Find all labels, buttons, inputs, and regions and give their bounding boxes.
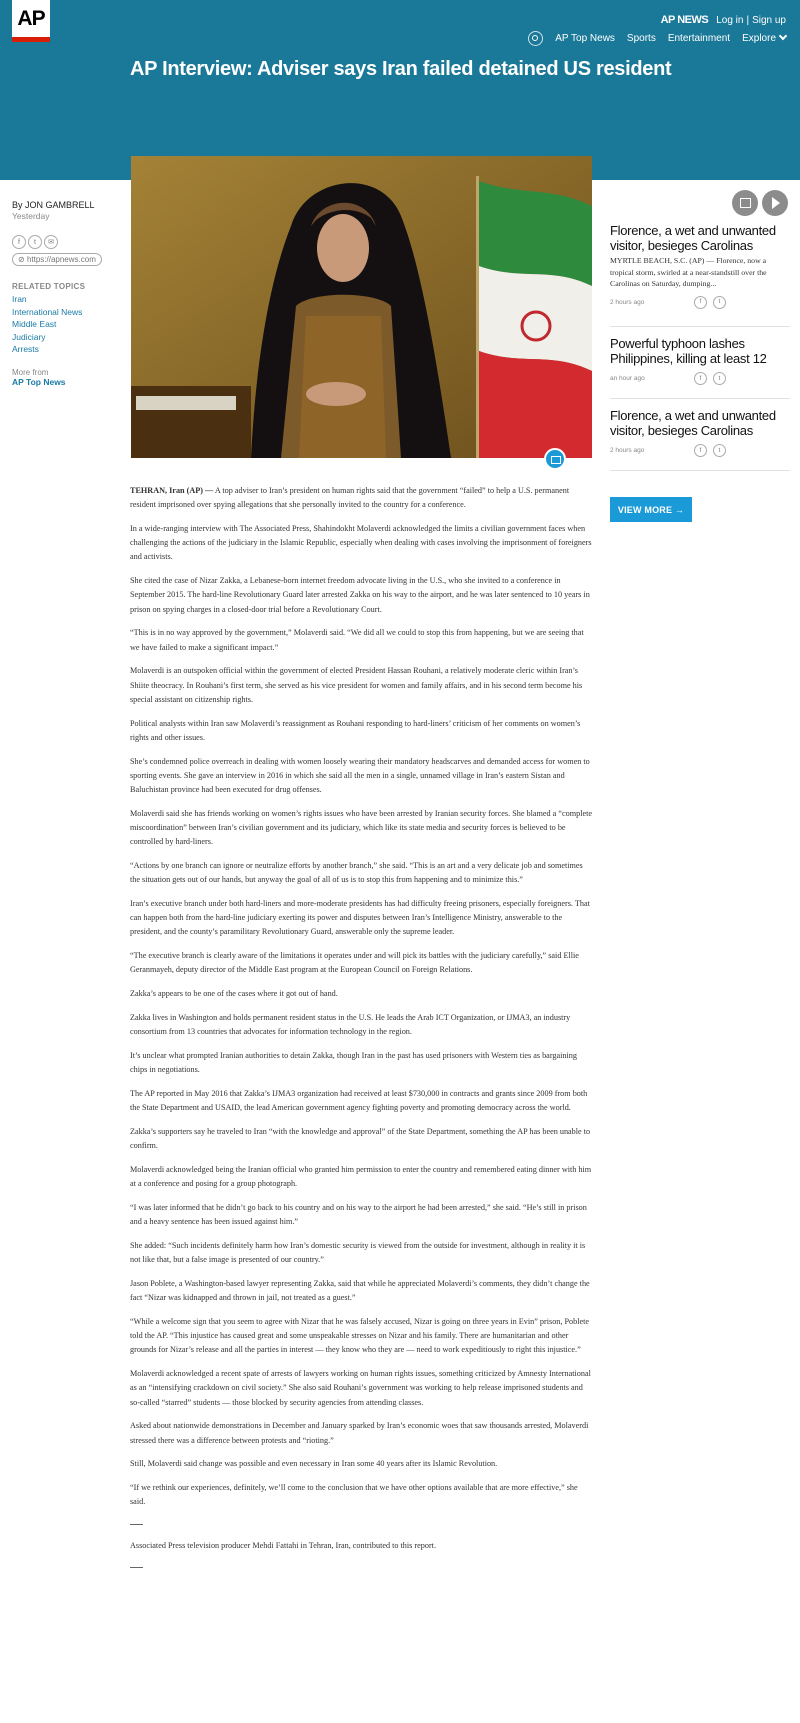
article-paragraph: Zakka lives in Washington and holds permanent resident status in the U.S. He leads the Arab ICT Organization, or IJMA3, an industry consortium from 13 countries that advocates for information technology in the region.	[130, 1013, 571, 1037]
article-paragraph: She cited the case of Nizar Zakka, a Lebanese-born internet freedom advocate living in the U.S., who she invited to a conference in September 2015. The hard-line Revolutionary Guard later arrested Zakka on his way to the airport, and he was later sentenced to 10 years in prison on spying charges in a closed-door trial before a Revolutionary Court.	[130, 576, 590, 614]
story-time: an hour ago	[610, 375, 645, 382]
hero-photo-illustration	[131, 156, 592, 458]
article-paragraph: Asked about nationwide demonstrations in December and January sparked by Iran’s economic woes that saw thousands arrested, Molaverdi stressed there was a difference between protests and “rioting.”	[130, 1421, 589, 1445]
story-share	[688, 372, 726, 385]
related-topics-list	[12, 293, 122, 356]
story-title[interactable]: Powerful typhoon lashes Philippines, killing at least 12	[610, 336, 767, 366]
share-buttons	[12, 235, 122, 249]
nav-ap-top-news[interactable]: AP Top News	[555, 33, 615, 44]
share-link-label: https://apnews.com	[26, 255, 96, 264]
media-buttons	[728, 190, 788, 216]
article-paragraph	[130, 484, 592, 512]
article-paragraph: Zakka’s supporters say he traveled to Iran “with the knowledge and approval” of the State Department, something the AP has been unable to confirm.	[130, 1127, 591, 1151]
story-divider	[610, 398, 790, 399]
story-time: 2 hours ago	[610, 447, 645, 454]
hero-photo[interactable]	[131, 156, 592, 458]
article-paragraph: Molaverdi is an outspoken official within the government of elected President Hassan Rouhani, a relatively moderate cleric within Iran’s Shiite theocracy. In Rouhani’s first term, she served as his vice president for women and family affairs, and in his second term become his special assistant on citizenship rights.	[130, 666, 583, 704]
photo-gallery-icon[interactable]	[544, 448, 566, 470]
article-credit: Associated Press television producer Mehdi Fattahi in Tehran, Iran, contributed to this report.	[130, 1540, 437, 1550]
story-title[interactable]: Florence, a wet and unwanted visitor, besieges Carolinas	[610, 223, 776, 253]
story-meta	[610, 296, 790, 309]
twitter-icon[interactable]: t	[713, 444, 726, 457]
article-paragraph: Still, Molaverdi said change was possible and even necessary in Iran some 40 years after its Islamic Revolution.	[130, 1459, 498, 1469]
topic-link[interactable]: Iran	[12, 294, 27, 304]
site-header	[0, 0, 800, 180]
gallery-icon[interactable]	[732, 190, 758, 216]
article-paragraph: “While a welcome sign that you seem to agree with Nizar that he was falsely accused, Nizar is going on three years in Evin” prison, Poblete told the AP. “This injustice has caused great and some unspeakable stresses on Nizar and his family. There are humanitarian and other grounds for Nizar’s release and all the parties in interest — they know who they are — need to work expeditiously to right this injustice.”	[130, 1317, 590, 1355]
story-title[interactable]: Florence, a wet and unwanted visitor, besieges Carolinas	[610, 408, 776, 438]
twitter-icon[interactable]: t	[713, 296, 726, 309]
article-paragraph: It’s unclear what prompted Iranian authorities to detain Zakka, though Iran in the past has used prisoners with Western ties as bargaining chips in negotiations.	[130, 1051, 577, 1075]
article-paragraph: “This is in no way approved by the government,” Molaverdi said. “We did all we could to stop this from happening, but we are seeing that we have failed to make a significant impact.”	[130, 628, 584, 652]
article-paragraph: “I was later informed that he didn’t go back to his country and on his way to the airport he had been arrested,” she said. “He’s still in prison and a heavy sentence has been issued against him.”	[130, 1203, 587, 1227]
nav-entertainment[interactable]: Entertainment	[667, 33, 731, 44]
signup-link[interactable]: Sign up	[752, 14, 786, 26]
article-paragraph: Jason Poblete, a Washington-based lawyer representing Zakka, said that while he appreciated Molaverdi’s comments, they didn’t change the fact “Nizar was kidnapped and thrown in jail, not treated as a guest.”	[130, 1279, 590, 1303]
email-icon[interactable]: ✉	[44, 235, 58, 249]
byline: By JON GAMBRELL	[12, 200, 95, 210]
divider	[130, 1524, 143, 1525]
article-paragraph: Political analysts within Iran saw Molaverdi’s reassignment as Rouhani responding to hard-liners’ criticism of her comments on women’s rights and other issues.	[130, 718, 581, 742]
article-paragraph: Molaverdi said she has friends working on women’s rights issues who have been arrested by Iranian security forces. She blamed a “complete miscoordination” between Iran’s civilian government and its judiciary, which like its state media and security forces is believed to be controlled by hard-liners.	[130, 808, 593, 847]
nav-sports[interactable]: Sports	[626, 33, 656, 44]
more-from-link[interactable]: AP Top News	[12, 376, 66, 387]
topic-link[interactable]: Arrests	[12, 344, 39, 354]
main-nav	[528, 31, 786, 46]
topic-link[interactable]: Judiciary	[12, 331, 46, 342]
ap-logo[interactable]: AP	[12, 0, 50, 42]
login-link[interactable]: Log in	[716, 14, 744, 26]
article-paragraph: Molaverdi acknowledged a recent spate of arrests of lawyers working on human rights issues, something criticized by Amnesty International as an “intensifying crackdown on civil society.” She also said Rouhani’s government was working to help release imprisoned students and so-called “starred” students — those blocked by security agencies from attending classes.	[130, 1369, 591, 1407]
nav-explore[interactable]	[742, 33, 786, 44]
story-meta	[610, 444, 790, 457]
story-snippet: MYRTLE BEACH, S.C. (AP) — Florence, now a tropical storm, swirled at a near-standstill over the Carolinas on Saturday, dumping...	[610, 256, 767, 288]
nav-explore-label: Explore	[742, 33, 776, 44]
view-more-button[interactable]: VIEW MORE →	[610, 497, 692, 522]
article-paragraph-text: A top adviser to Iran’s president on human rights said that the government “failed” to help a U.S. permanent resident imprisoned over spying allegations that she personally invited to the country for a conference.	[130, 486, 570, 510]
ap-news-brand[interactable]: AP NEWS	[660, 14, 709, 26]
story-card[interactable]	[610, 336, 790, 385]
article-paragraph: She’s condemned police overreach in dealing with women loosely wearing their mandatory headscarves and demanded access for women to sporting events. She gave an interview in 2016 in which she said all the men in a single, unnamed village in Iran’s eastern Sistan and Baluchistan province had been executed for drug offenses.	[130, 756, 590, 795]
facebook-icon[interactable]: f	[694, 296, 707, 309]
chevron-down-icon	[779, 32, 787, 40]
link-icon: ⊘	[18, 255, 27, 264]
more-from-label: More from	[12, 367, 49, 377]
publish-date: Yesterday	[12, 211, 50, 221]
dateline: TEHRAN, Iran (AP) —	[130, 486, 214, 495]
nav-separator: |	[746, 14, 750, 26]
article-paragraph: The AP reported in May 2016 that Zakka’s IJMA3 organization had received at least $730,000 in contracts and grants since 2009 from both the State Department and USAID, the lead American government agency fighting poverty and promoting democracy across the world.	[130, 1089, 588, 1113]
article-paragraph: In a wide-ranging interview with The Associated Press, Shahindokht Molaverdi acknowledged the limits a civilian government faces when challenging the actions of the judiciary in the Islamic Republic, especially when dealing with cases involving the imprisonment of foreigners and activists.	[130, 524, 592, 562]
story-divider	[610, 470, 790, 471]
article-paragraph: Zakka’s appears to be one of the cases where it got out of hand.	[130, 989, 338, 999]
story-share	[688, 444, 726, 457]
topic-link[interactable]: International News	[12, 306, 83, 317]
facebook-icon[interactable]: f	[12, 235, 26, 249]
twitter-icon[interactable]: t	[713, 372, 726, 385]
article-paragraph: Molaverdi acknowledged being the Iranian official who granted him permission to enter the country and remembered eating dinner with him at a conference and posing for a group photograph.	[130, 1165, 592, 1189]
story-card[interactable]	[610, 223, 790, 309]
search-icon[interactable]	[528, 31, 543, 46]
divider	[130, 1567, 143, 1568]
article-headline: AP Interview: Adviser says Iran failed detained US resident	[130, 58, 672, 80]
story-divider	[610, 326, 790, 327]
topic-link[interactable]: Middle East	[12, 319, 57, 329]
account-nav	[661, 14, 786, 26]
story-share	[688, 296, 726, 309]
article-paragraph: Iran’s executive branch under both hard-liners and more-moderate presidents has had difficulty freeing prisoners, especially foreigners. That can happen both from the hard-line judiciary exerting its power and disputes between Iran’s Intelligence Ministry, answerable to the president, and the county’s paramilitary Revolutionary Guard, answerable only the supreme leader.	[130, 899, 590, 937]
article-body	[130, 484, 592, 1582]
play-icon[interactable]	[762, 190, 788, 216]
share-link[interactable]	[12, 253, 102, 266]
article-meta-sidebar	[12, 200, 122, 387]
story-meta	[610, 372, 790, 385]
story-time: 2 hours ago	[610, 298, 645, 306]
facebook-icon[interactable]: f	[694, 372, 707, 385]
article-paragraph: “If we rethink our experiences, definitely, we’ll come to the conclusion that we have other options available that are more effective,” she said.	[130, 1483, 578, 1507]
article-paragraph: She added: “Such incidents definitely harm how Iran’s domestic security is viewed from the outside for investment, although in reality it is not like that, but a false image is presented of our country.”	[130, 1241, 586, 1265]
story-card[interactable]	[610, 408, 790, 457]
twitter-icon[interactable]: t	[28, 235, 42, 249]
article-paragraph: “Actions by one branch can ignore or neutralize efforts by another branch,” she said. “This is an art and a very delicate job and sometimes the situation gets out of our hands, but anyway the goal of all of us is to stop this from happening and to minimize this.”	[130, 861, 583, 885]
article-paragraph: “The executive branch is clearly aware of the limitations it operates under and will pick its battles with the judiciary carefully,” said Ellie Geranmayeh, deputy director of the Middle East program at the European Council on Foreign Relations.	[130, 951, 579, 975]
facebook-icon[interactable]: f	[694, 444, 707, 457]
related-topics-title: RELATED TOPICS	[12, 282, 86, 291]
